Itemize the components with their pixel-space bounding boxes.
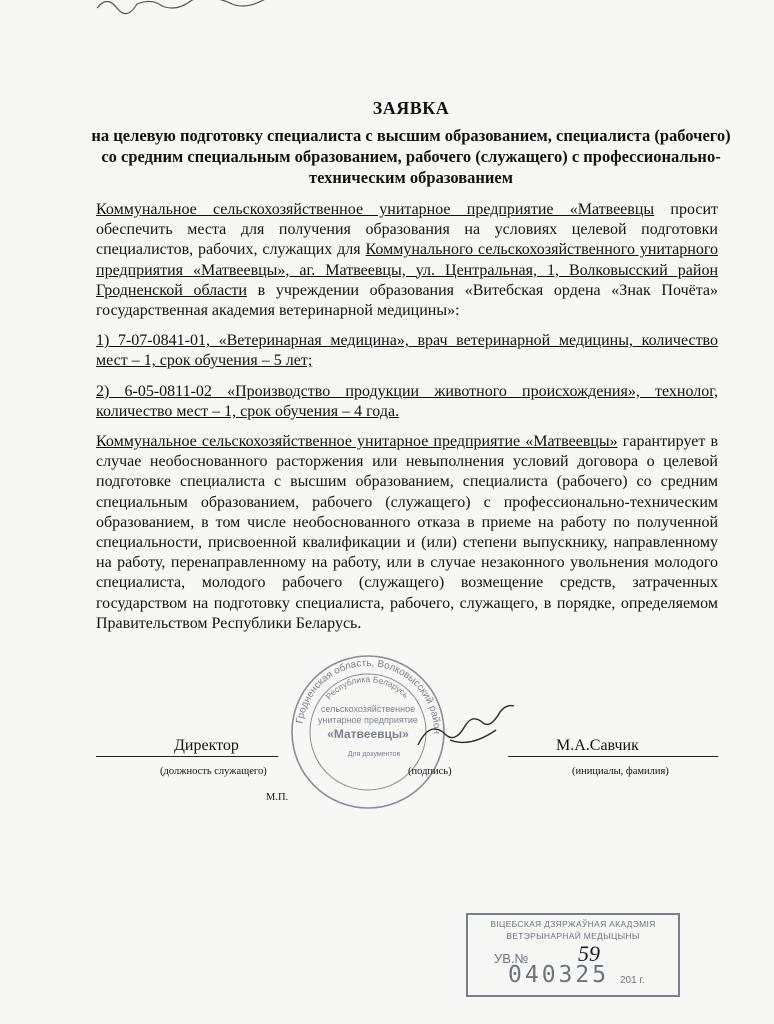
organization-name-2: Коммунальное сельскохозяйственное унитарное предприятие «Матвеевцы» — [96, 433, 618, 451]
registration-stamp-line-2: ВЕТЭРЫНАРНАЙ МЕДЫЦЫНЫ — [506, 931, 640, 941]
signature-row — [96, 735, 718, 757]
registration-stamp-line-1: ВІЦЕБСКАЯ ДЗЯРЖАЎНАЯ АКАДЭМІЯ — [490, 919, 656, 929]
document-title: ЗАЯВКА — [372, 98, 450, 118]
paragraph-guarantee — [96, 432, 718, 634]
list-item-production: 2) 6-05-0811-02 «Производство продукции животного происхождения», технолог, количество мест – 1, срок обучения – 4 года. — [96, 382, 718, 420]
registration-year: 201 г. — [620, 975, 645, 986]
seal-outer-text: Гродненская область, Волковысский район — [294, 657, 443, 735]
hint-position: (должность служащего) — [160, 766, 267, 777]
registration-number-label: УВ.№ — [494, 951, 529, 966]
seal-line-1: сельскохозяйственное — [320, 704, 416, 714]
registration-stamp — [466, 913, 680, 997]
organization-address: Коммунального сельскохозяйственного унитарного предприятия «Матвеевцы», аг. Матвеевцы, ул. Центральная, 1, Волковысский район Гродненской области — [96, 241, 718, 299]
document-body — [96, 200, 718, 644]
registration-number: 040325 — [508, 962, 610, 988]
stamp-place-label: М.П. — [266, 792, 289, 803]
organization-name: Коммунальное сельскохозяйственное унитарное предприятие «Матвеевцы — [96, 201, 655, 218]
guarantee-text: гарантирует в случае необоснованного расторжения или невыполнения условий договора о целевой подготовке специалиста с высшим образованием, специалиста (рабочего) со средним специальным образованием, рабочего (служащего) с профессионально-техническим образованием, в том числе необоснованного отказа в приеме на работу по полученной специальности, присвоенной квалификации и (или) степени выпускнику, направленному на работу, перенаправленному на работу, или в случае незаконного увольнения молодого специалиста, молодого рабочего (служащего) возмещение средств, затраченных государством на подготовку специалиста, рабочего, служащего, в порядке, определяемом Правительством Республики Беларусь. — [96, 433, 719, 632]
svg-text:Республика Беларусь — [324, 674, 412, 701]
handwritten-note-top — [92, 0, 272, 20]
seal-small-text: Для документов — [347, 751, 401, 758]
institution-text: в учреждении образования «Витебская ордена «Знак Почёта» государственная академия ветеринарной медицины»: — [96, 281, 719, 320]
hint-signature: (подпись) — [408, 766, 452, 777]
request-text: просит обеспечить места для получения образования на условиях целевой подготовки специалистов, рабочих, служащих для — [96, 201, 718, 259]
seal-name: «Матвеевцы» — [327, 727, 409, 741]
paragraph-request — [96, 200, 718, 321]
svg-text:59: 59 — [578, 941, 600, 966]
title-block — [90, 98, 732, 188]
list-item-veterinary: 1) 7-07-0841-01, «Ветеринарная медицина», врач ветеринарной медицины, количество мест – 1, срок обучения – 5 лет; — [96, 332, 718, 370]
hint-name: (инициалы, фамилия) — [572, 766, 669, 777]
signer-name: М.А.Савчик — [556, 737, 639, 754]
seal-top-text: Республика Беларусь — [323, 673, 411, 702]
position-title: Директор — [174, 737, 239, 754]
document-subtitle: на целевую подготовку специалиста с высшим образованием, специалиста (рабочего) со средним специальным образованием, рабочего (служащего) с профессионально-техническим образованием — [91, 126, 731, 187]
seal-line-2: унитарное предприятие — [318, 715, 418, 725]
handwritten-number — [576, 939, 612, 967]
